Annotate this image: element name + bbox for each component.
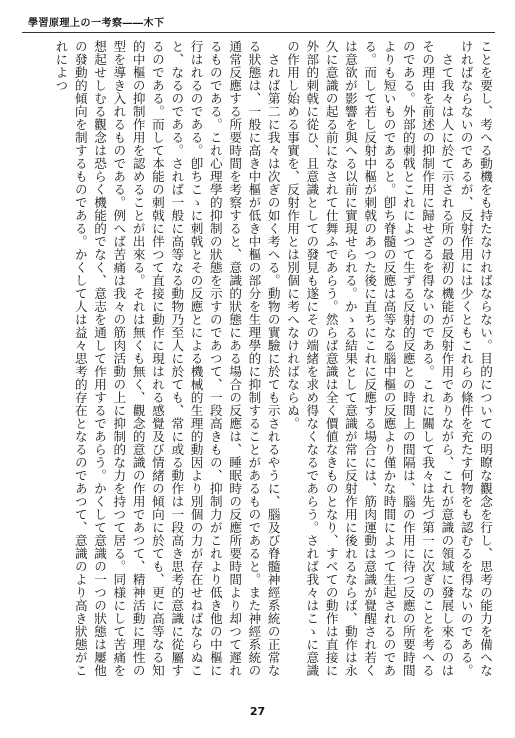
paragraph-3: されば第二に我々は次ぎの如く考へる。動物の實驗に於ても示されるやうに、腦及び脊髓神經系統の正常なる狀態は、一般に高き中樞が低き中樞の部分を生理學的に抑制することがあるものであると。また神經系統の通常反應する所要時間を考察すると、意識的狀態にある場合の反應は、睡眠時の反應所要時間より却つて遲れるものである。これ心理學的抑制の狀態を示すのであつて、一段高きもの、抑制力がこれより低き他の中樞に行はれるのである。卽ちこゝに刺戟とその反應とによる機械的生理的動因より別個の力が存在せねばならぬこと、なるのである。されば一般に高等なる動物乃至人に於ても、常に或る動作は一段高き思考的意識に從屬するのである。而して本能の刺戟に伴つて直接に動作に現はれる感覺及び情緒の傾向に於ても、更に高等なる知的中樞の抑制作用を認めることが出來る。それは無くも無く、觀念的意識の作用であつて、精神活動に理性の型を導き入れるものである。例へば苦痛は我々の筋肉活動の上に抑制的な力を持つて居る。同様にして苦痛を想起せしむる觀念は恐らく機能的でなく、意志を通して作用するであらう。かくして意識の一つの狀態は屢他の發動的傾向を制するものである。かくして人は益々思考的存在となるのであつて、意識のより高き狀態がこれによつ <box>53 40 281 677</box>
page-number: 27 <box>249 705 266 718</box>
paragraph-2: さて我々は人に於て示される所の最初の機能が反射作用でありながら、これが意識の領域に發展し來るのはその理由を前述の抑制作用に歸せざるを得ないのである。これに關して我々は先づ第一に次ぎのことを考へるのである。外部的刺戟とこれによつて生ずる反射的反應との時間上の間隔は、腦の作用に待つ反應の所要時間よりも短いものであると。卽ち脊髓の反應は高等なる腦中樞の反應より僅かな時間によつて生起されるのである。而して若し反射中樞が刺戟のあつた後に直ちにこれに反應する場合には、筋肉運動は意識が覺醒され若くは意欲が影響を與へる以前に實現せられる。かゝる結果として意識が常に反射作用に後れるならば、動作は永久に意識の起る前になされて仕舞ふであらう。然らば意識は全く價値なきものとなり、すべての動作は直接に外部的刺戟に從ひ、且意識としての發見も遂にその端緒を求め得なくなるであらう。されば我々はこゝに意識の作用し始める事實を、反射作用とは別個に考へなければならぬ。 <box>285 40 455 677</box>
paragraph-1: ことを要し、考へる動機をも持たなければならない。目的についての明瞭な觀念を行し、思考の能力を備へなければならないのであるが、反射作用には少くともこれらの條件を充たす何物をも認むるを得ないのである。 <box>458 40 493 677</box>
running-head: 學習原理上の一考察――木下 <box>28 18 165 29</box>
header-rule <box>22 32 495 33</box>
body-text <box>23 40 495 685</box>
